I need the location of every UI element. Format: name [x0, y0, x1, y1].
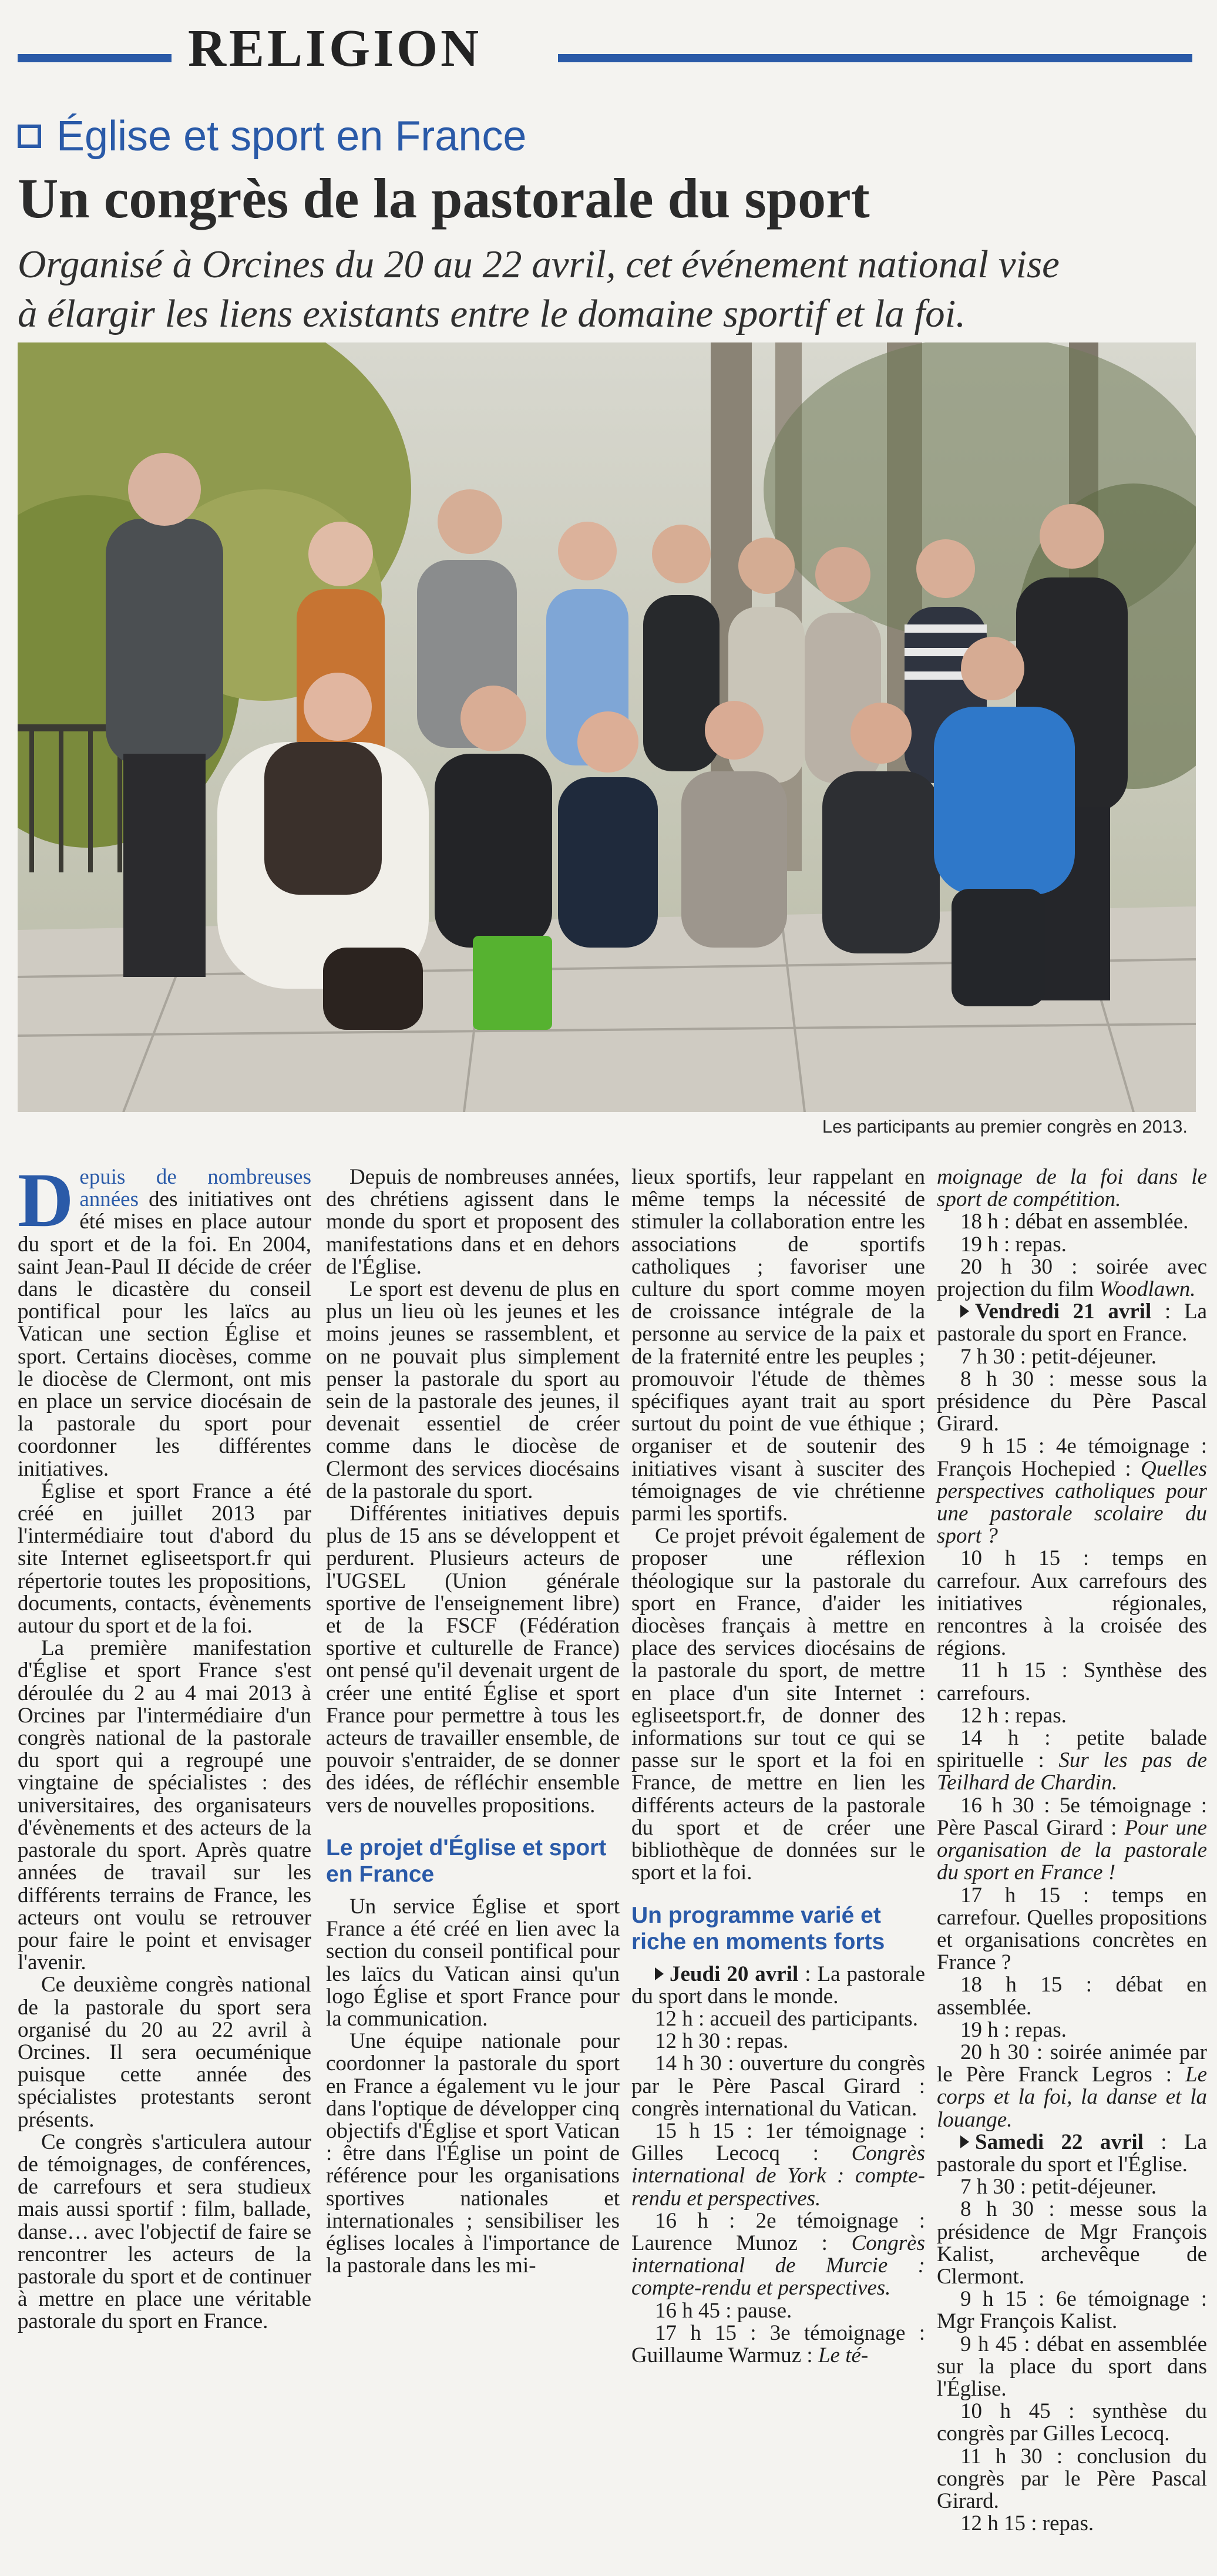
item-text: 20 h 30 : soirée avec projection du film — [937, 1254, 1207, 1302]
lead-in: epuis de nombreuses années — [79, 1165, 311, 1212]
triangle-bullet-icon — [655, 1967, 664, 1980]
rubric-bar-left — [18, 54, 172, 62]
article-column-4 — [937, 1166, 1207, 2535]
paragraph: Depuis de nombreuses années, des chrétiens agissent dans le monde du sport et proposent des manifestations dans et en dehors de l'Église. — [326, 1165, 620, 1279]
program-item: 18 h : débat en assemblée. — [960, 1210, 1189, 1234]
item-title: Le corps et la foi, la danse et la louange. — [937, 2063, 1207, 2132]
paragraph: Ce projet prévoit également de proposer une réflexion théologique sur la pastorale du sport en France, d'aider les diocèses français à mettre en place des services diocésains de la pastorale du sport, de mettre en place d'un site Internet : egliseetsport.fr, de donner des informations sur tout ce qui se passe sur le sport et la foi en France, de mettre en lien les différents acteurs de la pastorale du sport et de créer une bibliothèque de données sur le sport et la foi. — [631, 1524, 925, 1885]
day-label: Jeudi 20 avril — [670, 1962, 799, 1986]
program-item: 16 h 45 : pause. — [655, 2298, 792, 2323]
item-title: Congrès international de Murcie : compte-rendu et perspectives. — [631, 2231, 925, 2300]
triangle-bullet-icon — [960, 1305, 969, 1318]
program-item: 7 h 30 : petit-déjeuner. — [960, 1344, 1157, 1369]
group-photo-image — [18, 342, 1196, 1112]
day-theme: : La pastorale du sport en France. — [937, 1299, 1207, 1346]
program-item: 10 h 15 : temps en carrefour. Aux carrefours des initiatives régionales, rencontres à la croisée des régions. — [937, 1546, 1207, 1661]
program-item: 11 h 15 : Synthèse des carrefours. — [937, 1658, 1207, 1705]
paragraph: Différentes initiatives depuis plus de 15 ans se développent et perdurent. Plusieurs acteurs de l'UGSEL (Union générale sportive de l'enseignement libre) et de la FSCF (Fédération sportive et culturelle de France) ont pensé qu'il devenait urgent de créer une entité Église et sport France pour permettre à tous les acteurs de travailler ensemble, de pouvoir s'entraider, de se donner des idées, de réfléchir ensemble vers de nouvelles propositions. — [326, 1502, 620, 1818]
headline: Un congrès de la pastorale du sport — [18, 167, 870, 230]
program-item: 12 h : repas. — [960, 1703, 1067, 1728]
program-item: 12 h 30 : repas. — [655, 2029, 789, 2054]
standfirst — [18, 240, 1192, 338]
paragraph: Ce deuxième congrès national de la pastorale du sport sera organisé du 20 au 22 avril à Orcines. Il sera oecuménique puisque cette année des spécialistes protestants seront présents. — [18, 1973, 311, 2132]
item-title: Le té- — [818, 2343, 869, 2367]
paragraph: Une équipe nationale pour coordonner la pastorale du sport en France a également vu le jour dans l'optique de développer cinq objectifs d'Église et sport Vatican : être dans l'Église un point de référence pour les organisations sportives nationales et internationales ; sensibiliser les églises locales à l'importance de la pastorale dans les mi- — [326, 2029, 620, 2278]
standfirst-line-1: Organisé à Orcines du 20 au 22 avril, cet événement national vise — [18, 243, 1060, 286]
subheading: Le projet d'Église et sport en France — [326, 1835, 607, 1887]
day-label: Vendredi 21 avril — [975, 1299, 1152, 1324]
program-item — [937, 1795, 1207, 1885]
item-title: Congrès international de York : compte-rendu et perspectives. — [631, 2141, 925, 2211]
paragraph: Ce congrès s'articulera autour de témoignages, de conférences, de carrefours et sera studieux mais aussi sportif : film, ballade, danse… avec l'objectif de faire se rencontrer les acteurs de la pastorale du sport et de continuer à mettre en place une véritable pastorale du sport en France. — [18, 2130, 311, 2334]
item-text: 16 h : 2e témoignage : Laurence Munoz : — [631, 2208, 925, 2255]
photo-caption: Les participants au premier congrès en 2013. — [822, 1116, 1188, 1137]
triangle-bullet-icon — [960, 2135, 969, 2148]
program-item: 11 h 30 : conclusion du congrès par le Père Pascal Girard. — [937, 2444, 1207, 2513]
program-item: 18 h 15 : débat en assemblée. — [937, 1973, 1207, 2020]
program-item — [937, 2041, 1207, 2131]
article-column-1 — [18, 1157, 311, 2334]
item-title: Quelles perspectives catholiques pour une pastorale scolaire du sport ? — [937, 1456, 1207, 1549]
program-item — [937, 1435, 1207, 1547]
program-day — [631, 1963, 925, 2008]
section-rubric — [18, 19, 1192, 78]
item-text: 20 h 30 : soirée animée par le Père Franck Legros : — [937, 2040, 1207, 2087]
article-column-3 — [631, 1166, 925, 2367]
article-column-2 — [326, 1166, 620, 2277]
program-item: 17 h 15 : temps en carrefour. Quelles propositions et organisations concrètes en France ? — [937, 1883, 1207, 1975]
paragraph-text: des initiatives ont été mises en place autour du sport et de la foi. En 2004, saint Jean-Paul II décide de créer dans le dicastère du conseil pontifical pour les laïcs au Vatican une section Église et sport. Certains diocèses, comme le diocèse de Clermont, ont mis en place un service diocésain de la pastorale du sport pour coordonner les différentes initiatives. — [18, 1187, 311, 1481]
paragraph: lieux sportifs, leur rappelant en même temps la nécessité de stimuler la collaboration entre les associations de sportifs catholiques ; favoriser une culture du sport comme moyen de croissance intégrale de la personne au service de la paix et de la fraternité entre les peuples ; promouvoir l'étude de thèmes spécifiques ayant trait au sport surtout du point de vue éthique ; organiser et de soutenir des initiatives visant à susciter des témoignages de vie chrétienne parmi les sportifs. — [631, 1165, 925, 1526]
program-item — [631, 2322, 925, 2367]
square-bullet-icon — [18, 125, 41, 148]
program-item — [937, 1166, 1207, 1211]
program-item — [937, 1256, 1207, 1301]
item-text: 9 h 15 : 4e témoignage : François Hochepied : — [937, 1434, 1207, 1481]
program-item: 19 h : repas. — [960, 2017, 1067, 2042]
kicker-text: Église et sport en France — [56, 113, 527, 160]
kicker — [18, 113, 526, 160]
program-day — [937, 1301, 1207, 1345]
program-item: 12 h 15 : repas. — [960, 2511, 1094, 2536]
program-day — [937, 2131, 1207, 2176]
item-text: 14 h : petite balade spirituelle : — [937, 1726, 1207, 1773]
paragraph: Église et sport France a été créé en juillet 2013 par l'intermédiaire tout d'abord du site Internet egliseetsport.fr qui répertorie toutes les propositions, documents, contacts, évènements autour du sport et de la foi. — [18, 1479, 311, 1638]
program-item: 14 h 30 : ouverture du congrès par le Père Pascal Girard : congrès international du Vatican. — [631, 2051, 925, 2121]
paragraph: La première manifestation d'Église et sport France s'est déroulée du 2 au 4 mai 2013 à Orcines par l'intermédiaire d'un congrès national de la pastorale du sport qui a regroupé une vingtaine de spécialistes : des universitaires, des organisateurs d'évènements et des acteurs de la pastorale du sport. Après quatre années de travail sur les différents terrains de France, les acteurs ont voulu se retrouver pour faire le point et envisager l'avenir. — [18, 1636, 311, 1975]
program-item: 19 h : repas. — [960, 1232, 1067, 1257]
item-text: 15 h 15 : 1er témoignage : Gilles Lecocq : — [631, 2118, 925, 2166]
day-label: Samedi 22 avril — [975, 2130, 1144, 2154]
item-title: Woodlawn. — [1099, 1277, 1196, 1302]
subheading: Un programme varié et riche en moments forts — [631, 1902, 885, 1954]
program-item — [631, 2120, 925, 2210]
program-item: 12 h : accueil des participants. — [655, 2006, 918, 2031]
paragraph: Le sport est devenu de plus en plus un lieu où les jeunes et les moins jeunes se rassemblent, et on ne pouvait plus simplement penser la pastorale du sport au sein de la pastorale des jeunes, il devenait essentiel de créer comme dans le diocèse de Clermont des services diocésains de la pastorale du sport. — [326, 1277, 620, 1503]
program-item: 10 h 45 : synthèse du congrès par Gilles Lecocq. — [937, 2399, 1207, 2446]
program-item: 8 h 30 : messe sous la présidence du Père Pascal Girard. — [937, 1366, 1207, 1436]
rubric-bar-right — [558, 54, 1192, 62]
standfirst-line-2: à élargir les liens existants entre le domaine sportif et la foi. — [18, 292, 966, 335]
program-item: 9 h 15 : 6e témoignage : Mgr François Kalist. — [937, 2287, 1207, 2334]
item-title: Sur les pas de Teilhard de Chardin. — [937, 1748, 1207, 1795]
day-theme: : La pastorale du sport et l'Église. — [937, 2130, 1207, 2177]
rubric-title: RELIGION — [188, 19, 482, 78]
paragraph: Un service Église et sport France a été créé en lien avec la section du conseil pontifical pour les laïcs du Vatican ainsi qu'un logo Église et sport France pour la communication. — [326, 1894, 620, 2031]
item-title: moignage de la foi dans le sport de compétition. — [937, 1165, 1207, 1212]
program-item: 8 h 30 : messe sous la présidence de Mgr François Kalist, archevêque de Clermont. — [937, 2197, 1207, 2289]
paragraph — [18, 1157, 311, 1481]
item-text: 16 h 30 : 5e témoignage : Père Pascal Girard : — [937, 1793, 1207, 1840]
program-item — [631, 2210, 925, 2300]
item-title: Pour une organisation de la pastorale du sport en France ! — [937, 1815, 1207, 1885]
program-item — [937, 1727, 1207, 1795]
item-text: 17 h 15 : 3e témoignage : Guillaume Warmuz : — [631, 2320, 925, 2367]
program-item: 9 h 45 : débat en assemblée sur la place du sport dans l'Église. — [937, 2332, 1207, 2401]
program-item: 7 h 30 : petit-déjeuner. — [960, 2175, 1157, 2199]
drop-cap: D — [18, 1157, 74, 1243]
group-photo — [18, 342, 1196, 1112]
day-theme: : La pastorale du sport dans le monde. — [631, 1962, 925, 2009]
